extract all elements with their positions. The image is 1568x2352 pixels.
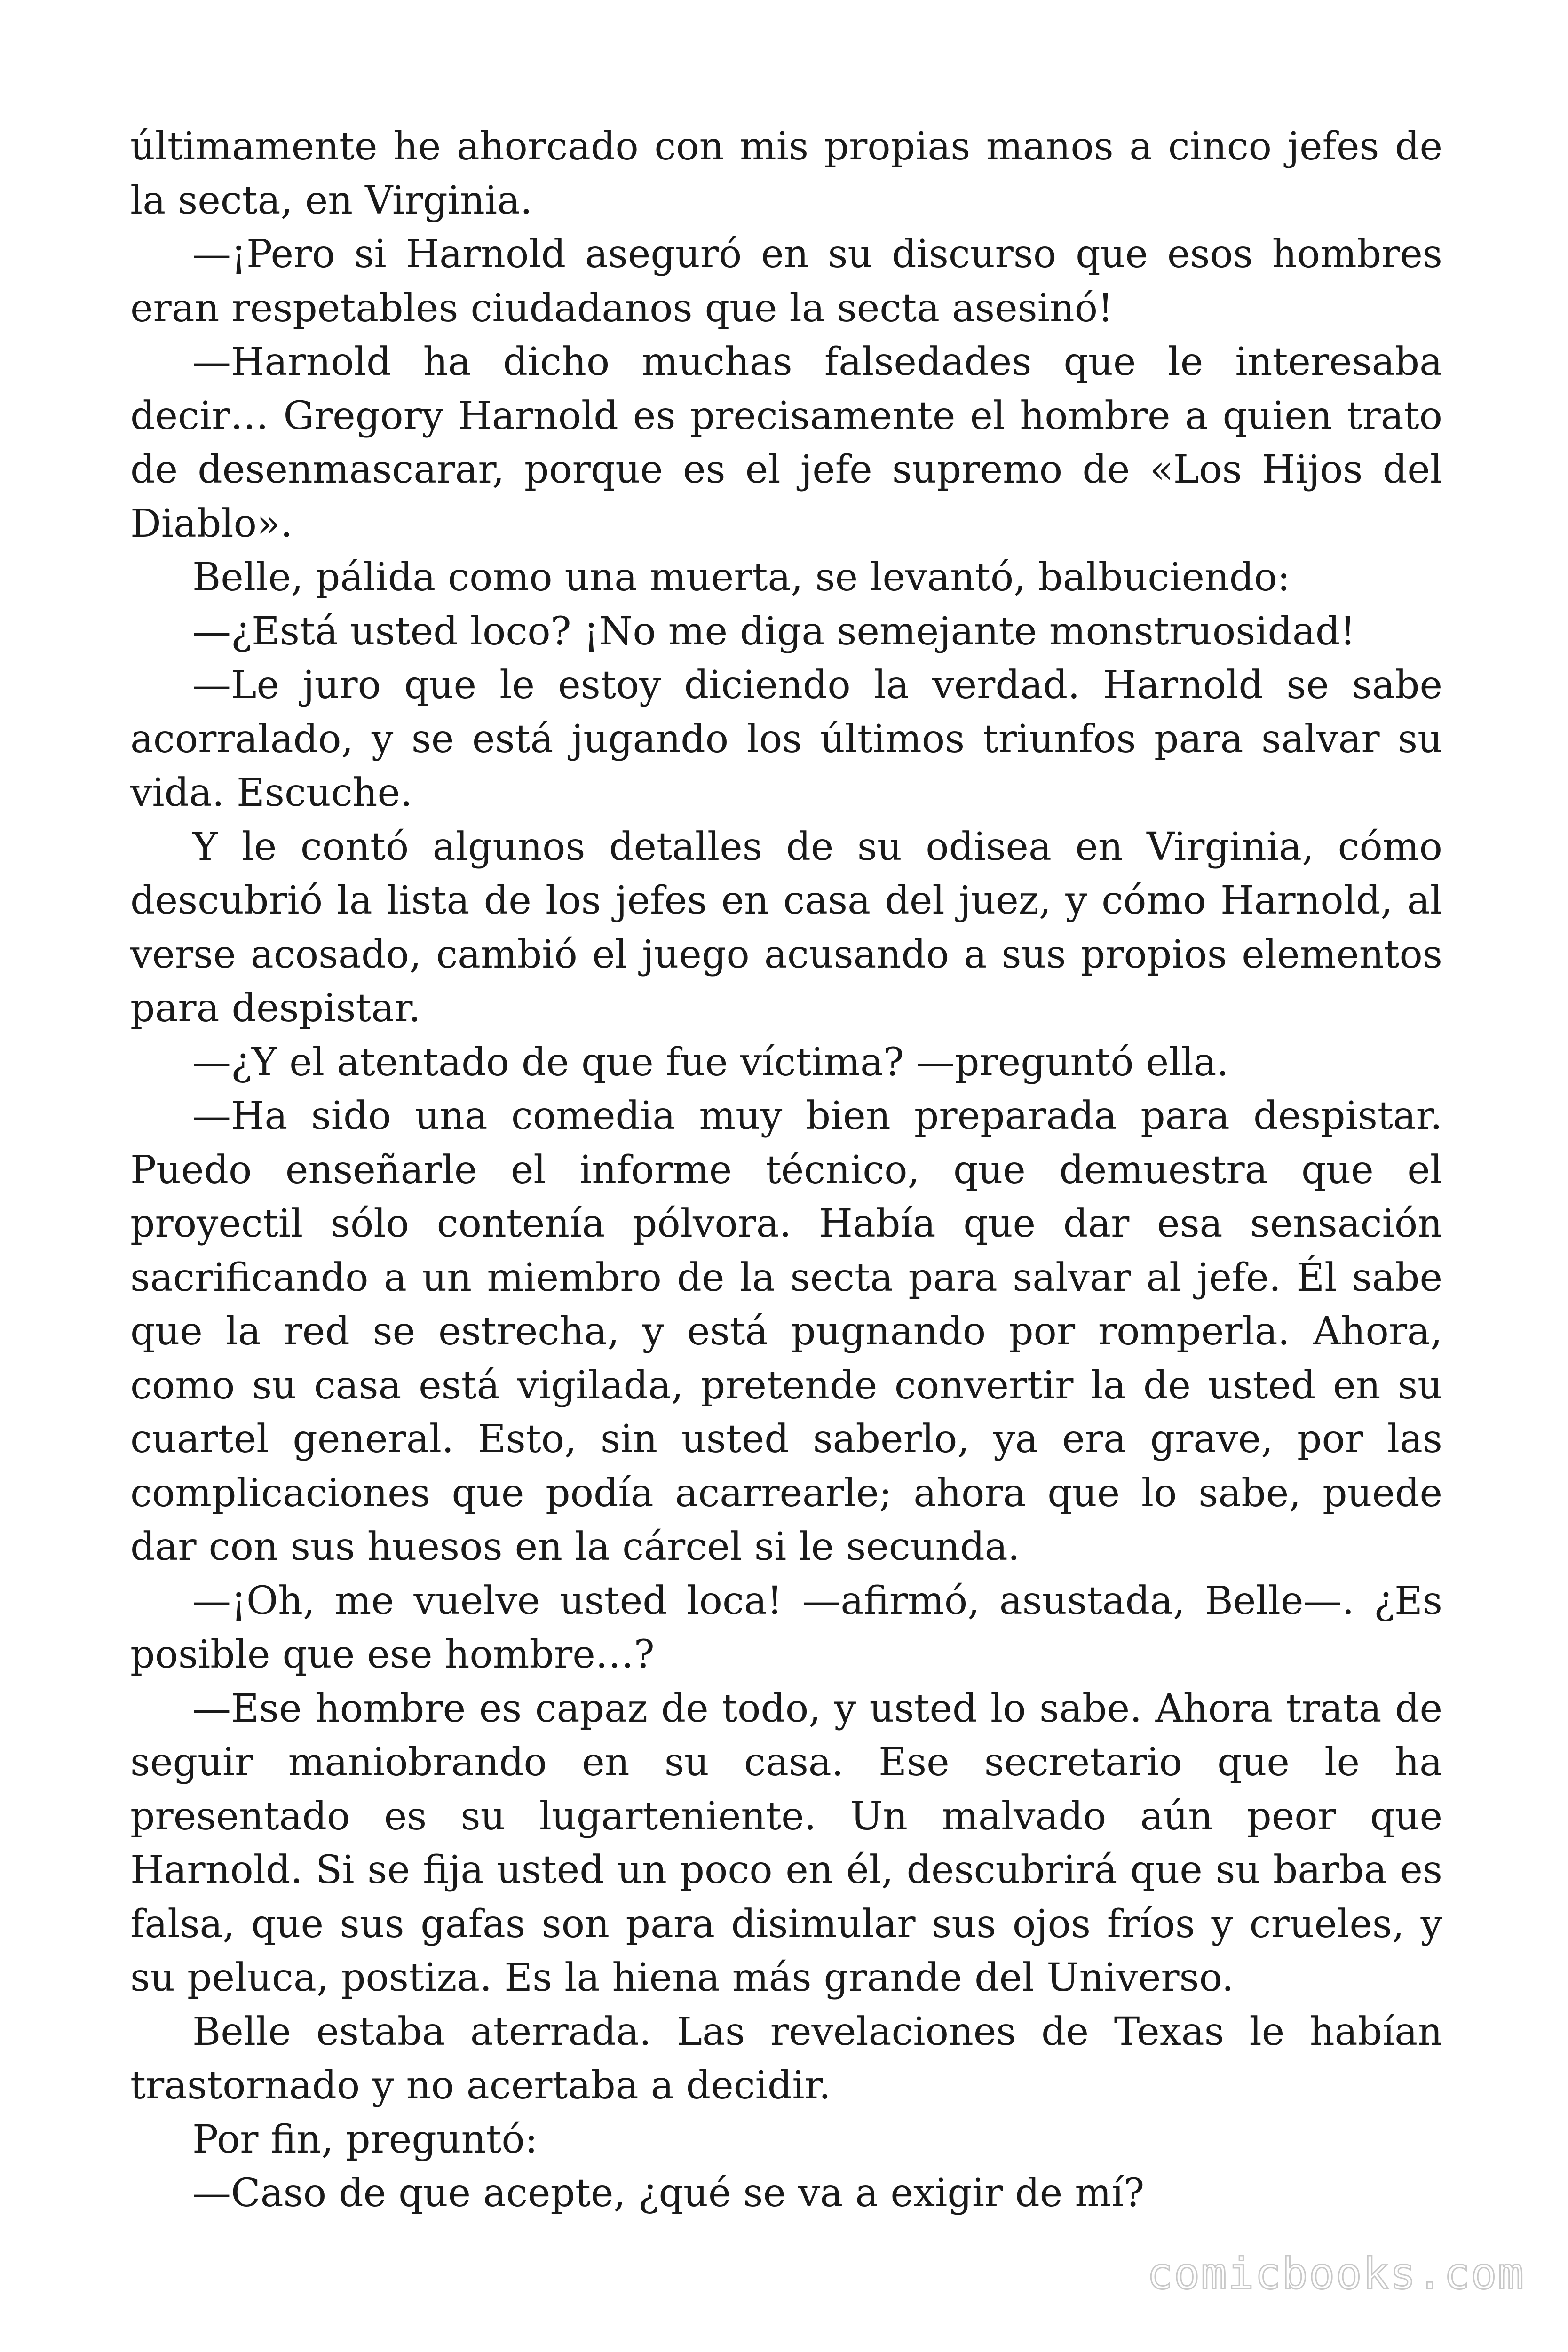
watermark-text: comicbooks.com [1147,2249,1525,2299]
paragraph-1: últimamente he ahorcado con mis propias manos a cinco jefes de la secta, en Virginia. [130,124,1442,223]
paragraph-8: —¿Y el atentado de que fue víctima? —preguntó ella. [192,1040,1229,1085]
paragraph-13: Por fin, preguntó: [192,2117,538,2162]
body-text [130,120,1442,2221]
paragraph-4: Belle, pálida como una muerta, se levantó, balbuciendo: [192,555,1291,600]
paragraph-3: —Harnold ha dicho muchas falsedades que le interesaba decir… Gregory Harnold es precisamente el hombre a quien trato de desenmascarar, porque es el jefe supremo de «Los Hijos del Diablo». [130,340,1442,546]
paragraph-14: —Caso de que acepte, ¿qué se va a exigir de mí? [192,2171,1145,2216]
paragraph-5: —¿Está usted loco? ¡No me diga semejante monstruosidad! [192,609,1356,654]
paragraph-6: —Le juro que le estoy diciendo la verdad. Harnold se sabe acorralado, y se está jugando los últimos triunfos para salvar su vida. Escuche. [130,663,1442,815]
paragraph-11: —Ese hombre es capaz de todo, y usted lo sabe. Ahora trata de seguir maniobrando en su casa. Ese secretario que le ha presentado es su lugarteniente. Un malvado aún peor que Harnold. Si se fija usted un poco en él, descubrirá que su barba es falsa, que sus gafas son para disimular sus ojos fríos y crueles, y su peluca, postiza. Es la hiena más grande del Universo. [130,1686,1442,2000]
paragraph-7: Y le contó algunos detalles de su odisea en Virginia, cómo descubrió la lista de los jefes en casa del juez, y cómo Harnold, al verse acosado, cambió el juego acusando a sus propios elementos para despistar. [130,824,1442,1031]
paragraph-9: —Ha sido una comedia muy bien preparada para despistar. Puedo enseñarle el informe técnico, que demuestra que el proyectil sólo contenía pólvora. Había que dar esa sensación sacrificando a un miembro de la secta para salvar al jefe. Él sabe que la red se estrecha, y está pugnando por romperla. Ahora, como su casa está vigilada, pretende convertir la de usted en su cuartel general. Esto, sin usted saberlo, ya era grave, por las complicaciones que podía acarrearle; ahora que lo sabe, puede dar con sus huesos en la cárcel si le secunda. [130,1094,1442,1569]
paragraph-12: Belle estaba aterrada. Las revelaciones de Texas le habían trastornado y no acertaba a decidir. [130,2009,1442,2108]
paragraph-10: —¡Oh, me vuelve usted loca! —afirmó, asustada, Belle—. ¿Es posible que ese hombre…? [130,1578,1442,1677]
paragraph-2: —¡Pero si Harnold aseguró en su discurso que esos hombres eran respetables ciudadanos que la secta asesinó! [130,232,1442,331]
